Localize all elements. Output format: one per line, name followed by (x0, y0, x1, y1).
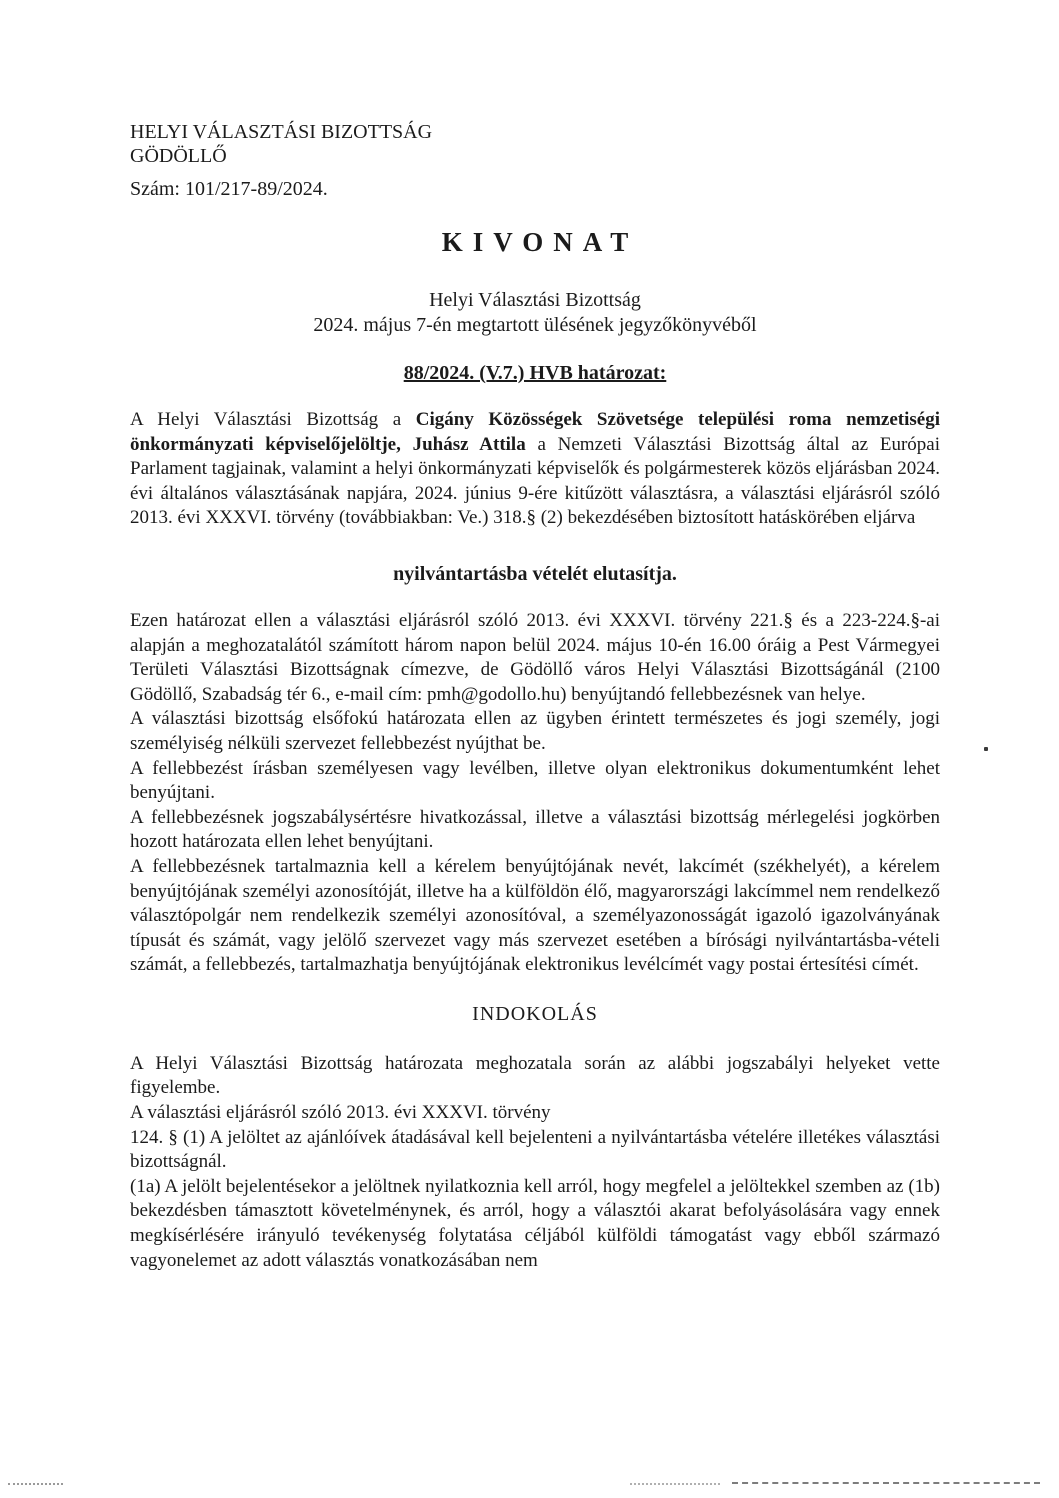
document-title: KIVONAT (441, 227, 639, 257)
appeal-information (130, 609, 940, 978)
subtitle-line1: Helyi Választási Bizottság (429, 289, 641, 311)
decision-text-post: a Nemzeti Választási Bizottság által az Európai Parlament tagjainak, valamint a helyi önkormányzati képviselők és polgármesterek közös eljárásban 2024. évi általános választásának napjára, 2024. június 9-ére kitűzött választásra, a választási eljárásról szóló 2013. évi XXXVI. törvény (továbbiakban: Ve.) 318.§ (2) bekezdésében biztosított hatáskörében eljárva (130, 433, 940, 529)
appeal-paragraph-4: A fellebbezésnek jogszabálysértésre hivatkozással, illetve a választási bizottság mérlegelési jogkörben hozott határozata ellen lehet benyújtani. (130, 806, 940, 853)
scan-speck-artifact (984, 747, 988, 751)
scan-artifact-bottom-right (732, 1482, 1040, 1484)
case-number: Szám: 101/217-89/2024. (130, 178, 328, 200)
verdict-statement: nyilvántartásba vételét elutasítja. (393, 562, 677, 585)
appeal-paragraph-3: A fellebbezést írásban személyesen vagy levélben, illetve olyan elektronikus dokumentumként lehet benyújtani. (130, 757, 940, 804)
justification-heading: INDOKOLÁS (472, 1002, 598, 1025)
candidate-name-bold: Cigány Közösségek Szövetsége települési roma nemzetiségi önkormányzati képviselőjelöltje, Juhász Attila (130, 409, 940, 455)
decision-paragraph (130, 408, 940, 531)
appeal-paragraph-5: A fellebbezésnek tartalmaznia kell a kérelem benyújtójának nevét, lakcímét (székhelyét), a kérelem benyújtójának személyi azonosítóját, illetve ha a külföldön élő, magyarországi lakcímmel nem rendelkező választópolgár nem rendelkezik személyi azonosítóval, a személyazonosságát igazoló igazolványának típusát és számát, vagy jelölő szervezet vagy más szervezet esetében a bírósági nyilvántartásba-vételi számát, a fellebbezés, tartalmazhatja benyújtójának elektronikus levélcímét vagy postai értesítési címét. (130, 855, 940, 976)
justification-paragraph-2: A választási eljárásról szóló 2013. évi XXXVI. törvény (130, 1102, 551, 1124)
appeal-paragraph-2: A választási bizottság elsőfokú határozata ellen az ügyben érintett természetes és jogi személy, jogi személyiség nélküli szervezet fellebbezést nyújthat be. (130, 708, 940, 754)
org-name-line1: HELYI VÁLASZTÁSI BIZOTTSÁG (130, 121, 433, 143)
decision-text-pre: A Helyi Választási Bizottság a (130, 409, 416, 430)
decision-heading: 88/2024. (V.7.) HVB határozat: (403, 362, 667, 384)
justification-section (130, 1052, 940, 1273)
justification-paragraph-1: A Helyi Választási Bizottság határozata meghozatala során az alábbi jogszabályi helyeket vette figyelembe. (130, 1052, 940, 1099)
justification-paragraph-4: (1a) A jelölt bejelentésekor a jelöltnek nyilatkoznia kell arról, hogy megfelel a jelöltekkel szemben az (1b) bekezdésben támasztott követelménynek, és arról, hogy a választói akarat befolyásolására vagy ennek megkísérlésére irányuló tevékenység folytatása céljából külföldi támogatást vagy ebből származó vagyonelemet az adott választás vonatkozásában nem (130, 1175, 940, 1271)
org-name-line2: GÖDÖLLŐ (130, 145, 227, 167)
subtitle-line2: 2024. május 7-én megtartott ülésének jegyzőkönyvéből (313, 314, 757, 336)
appeal-paragraph-1: Ezen határozat ellen a választási eljárásról szóló 2013. évi XXXVI. törvény 221.§ és a 223-224.§-ai alapján a meghozatalától számított három napon belül 2024. május 10-én 16.00 óráig a Pest Vármegyei Területi Választási Bizottságnak címezve, de Gödöllő város Helyi Választási Bizottságánál (2100 Gödöllő, Szabadság tér 6., e-mail cím: pmh@godollo.hu) benyújtandó fellebbezésnek van helye. (130, 609, 940, 705)
document-subtitle (130, 288, 940, 338)
scan-artifact-bottom-left (8, 1483, 63, 1485)
justification-paragraph-3: 124. § (1) A jelöltet az ajánlóívek átadásával kell bejelenteni a nyilvántartásba vételére illetékes választási bizottságnál. (130, 1126, 940, 1173)
scan-artifact-bottom-mid (630, 1483, 720, 1485)
document-header (130, 120, 940, 201)
